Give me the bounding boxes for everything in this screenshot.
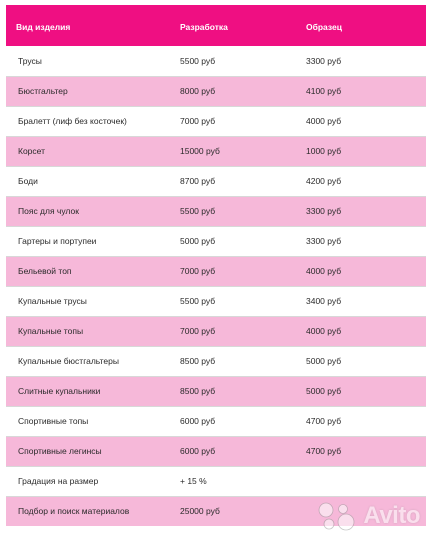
cell-sample: 5000 руб (296, 376, 426, 406)
cell-item-type: Купальные топы (6, 316, 170, 346)
cell-sample: 3300 руб (296, 226, 426, 256)
cell-sample: 3300 руб (296, 46, 426, 76)
table-row (6, 166, 426, 196)
cell-sample: 4700 руб (296, 436, 426, 466)
cell-item-type: Бюстгальтер (6, 76, 170, 106)
table-row (6, 316, 426, 346)
cell-item-type: Бралетт (лиф без косточек) (6, 106, 170, 136)
cell-development: 5500 руб (170, 46, 296, 76)
cell-item-type: Бельевой топ (6, 256, 170, 286)
cell-development: 8000 руб (170, 76, 296, 106)
avito-logo-icon (317, 501, 357, 531)
cell-item-type: Спортивные легинсы (6, 436, 170, 466)
table-row (6, 436, 426, 466)
table-row (6, 376, 426, 406)
cell-item-type: Корсет (6, 136, 170, 166)
cell-item-type: Боди (6, 166, 170, 196)
cell-item-type: Подбор и поиск материалов (6, 496, 170, 526)
cell-sample: 4100 руб (296, 76, 426, 106)
watermark-text: Avito (363, 502, 420, 529)
cell-development: 8500 руб (170, 376, 296, 406)
avito-watermark (317, 501, 420, 531)
cell-item-type: Купальные бюстгальтеры (6, 346, 170, 376)
cell-item-type: Спортивные топы (6, 406, 170, 436)
cell-item-type: Слитные купальники (6, 376, 170, 406)
cell-development: 8500 руб (170, 346, 296, 376)
price-table (6, 5, 426, 526)
cell-sample: 1000 руб (296, 136, 426, 166)
table-row (6, 466, 426, 496)
cell-development: 7000 руб (170, 106, 296, 136)
cell-sample: 3400 руб (296, 286, 426, 316)
cell-development: 5000 руб (170, 226, 296, 256)
table-row (6, 346, 426, 376)
cell-sample: 3300 руб (296, 196, 426, 226)
table-row (6, 406, 426, 436)
cell-sample (296, 466, 426, 496)
table-row (6, 256, 426, 286)
table-row (6, 226, 426, 256)
cell-development: 25000 руб (170, 496, 296, 526)
table-row (6, 196, 426, 226)
cell-sample: 4000 руб (296, 316, 426, 346)
cell-development: 8700 руб (170, 166, 296, 196)
table-row (6, 286, 426, 316)
cell-sample: 4700 руб (296, 406, 426, 436)
table-row (6, 76, 426, 106)
cell-item-type: Пояс для чулок (6, 196, 170, 226)
cell-development: 7000 руб (170, 316, 296, 346)
table-header-row (6, 5, 426, 46)
cell-sample: 4000 руб (296, 106, 426, 136)
cell-development: 5500 руб (170, 196, 296, 226)
table-row (6, 46, 426, 76)
cell-development: 6000 руб (170, 406, 296, 436)
cell-development: 5500 руб (170, 286, 296, 316)
cell-item-type: Гартеры и портупеи (6, 226, 170, 256)
cell-sample: 4000 руб (296, 256, 426, 286)
cell-sample: 4200 руб (296, 166, 426, 196)
header-development: Разработка (170, 5, 296, 46)
header-item-type: Вид изделия (6, 5, 170, 46)
cell-item-type: Градация на размер (6, 466, 170, 496)
table-row (6, 136, 426, 166)
cell-development: + 15 % (170, 466, 296, 496)
header-sample: Образец (296, 5, 426, 46)
cell-sample: 5000 руб (296, 346, 426, 376)
table-row (6, 106, 426, 136)
cell-development: 15000 руб (170, 136, 296, 166)
cell-item-type: Трусы (6, 46, 170, 76)
cell-item-type: Купальные трусы (6, 286, 170, 316)
cell-development: 7000 руб (170, 256, 296, 286)
cell-development: 6000 руб (170, 436, 296, 466)
